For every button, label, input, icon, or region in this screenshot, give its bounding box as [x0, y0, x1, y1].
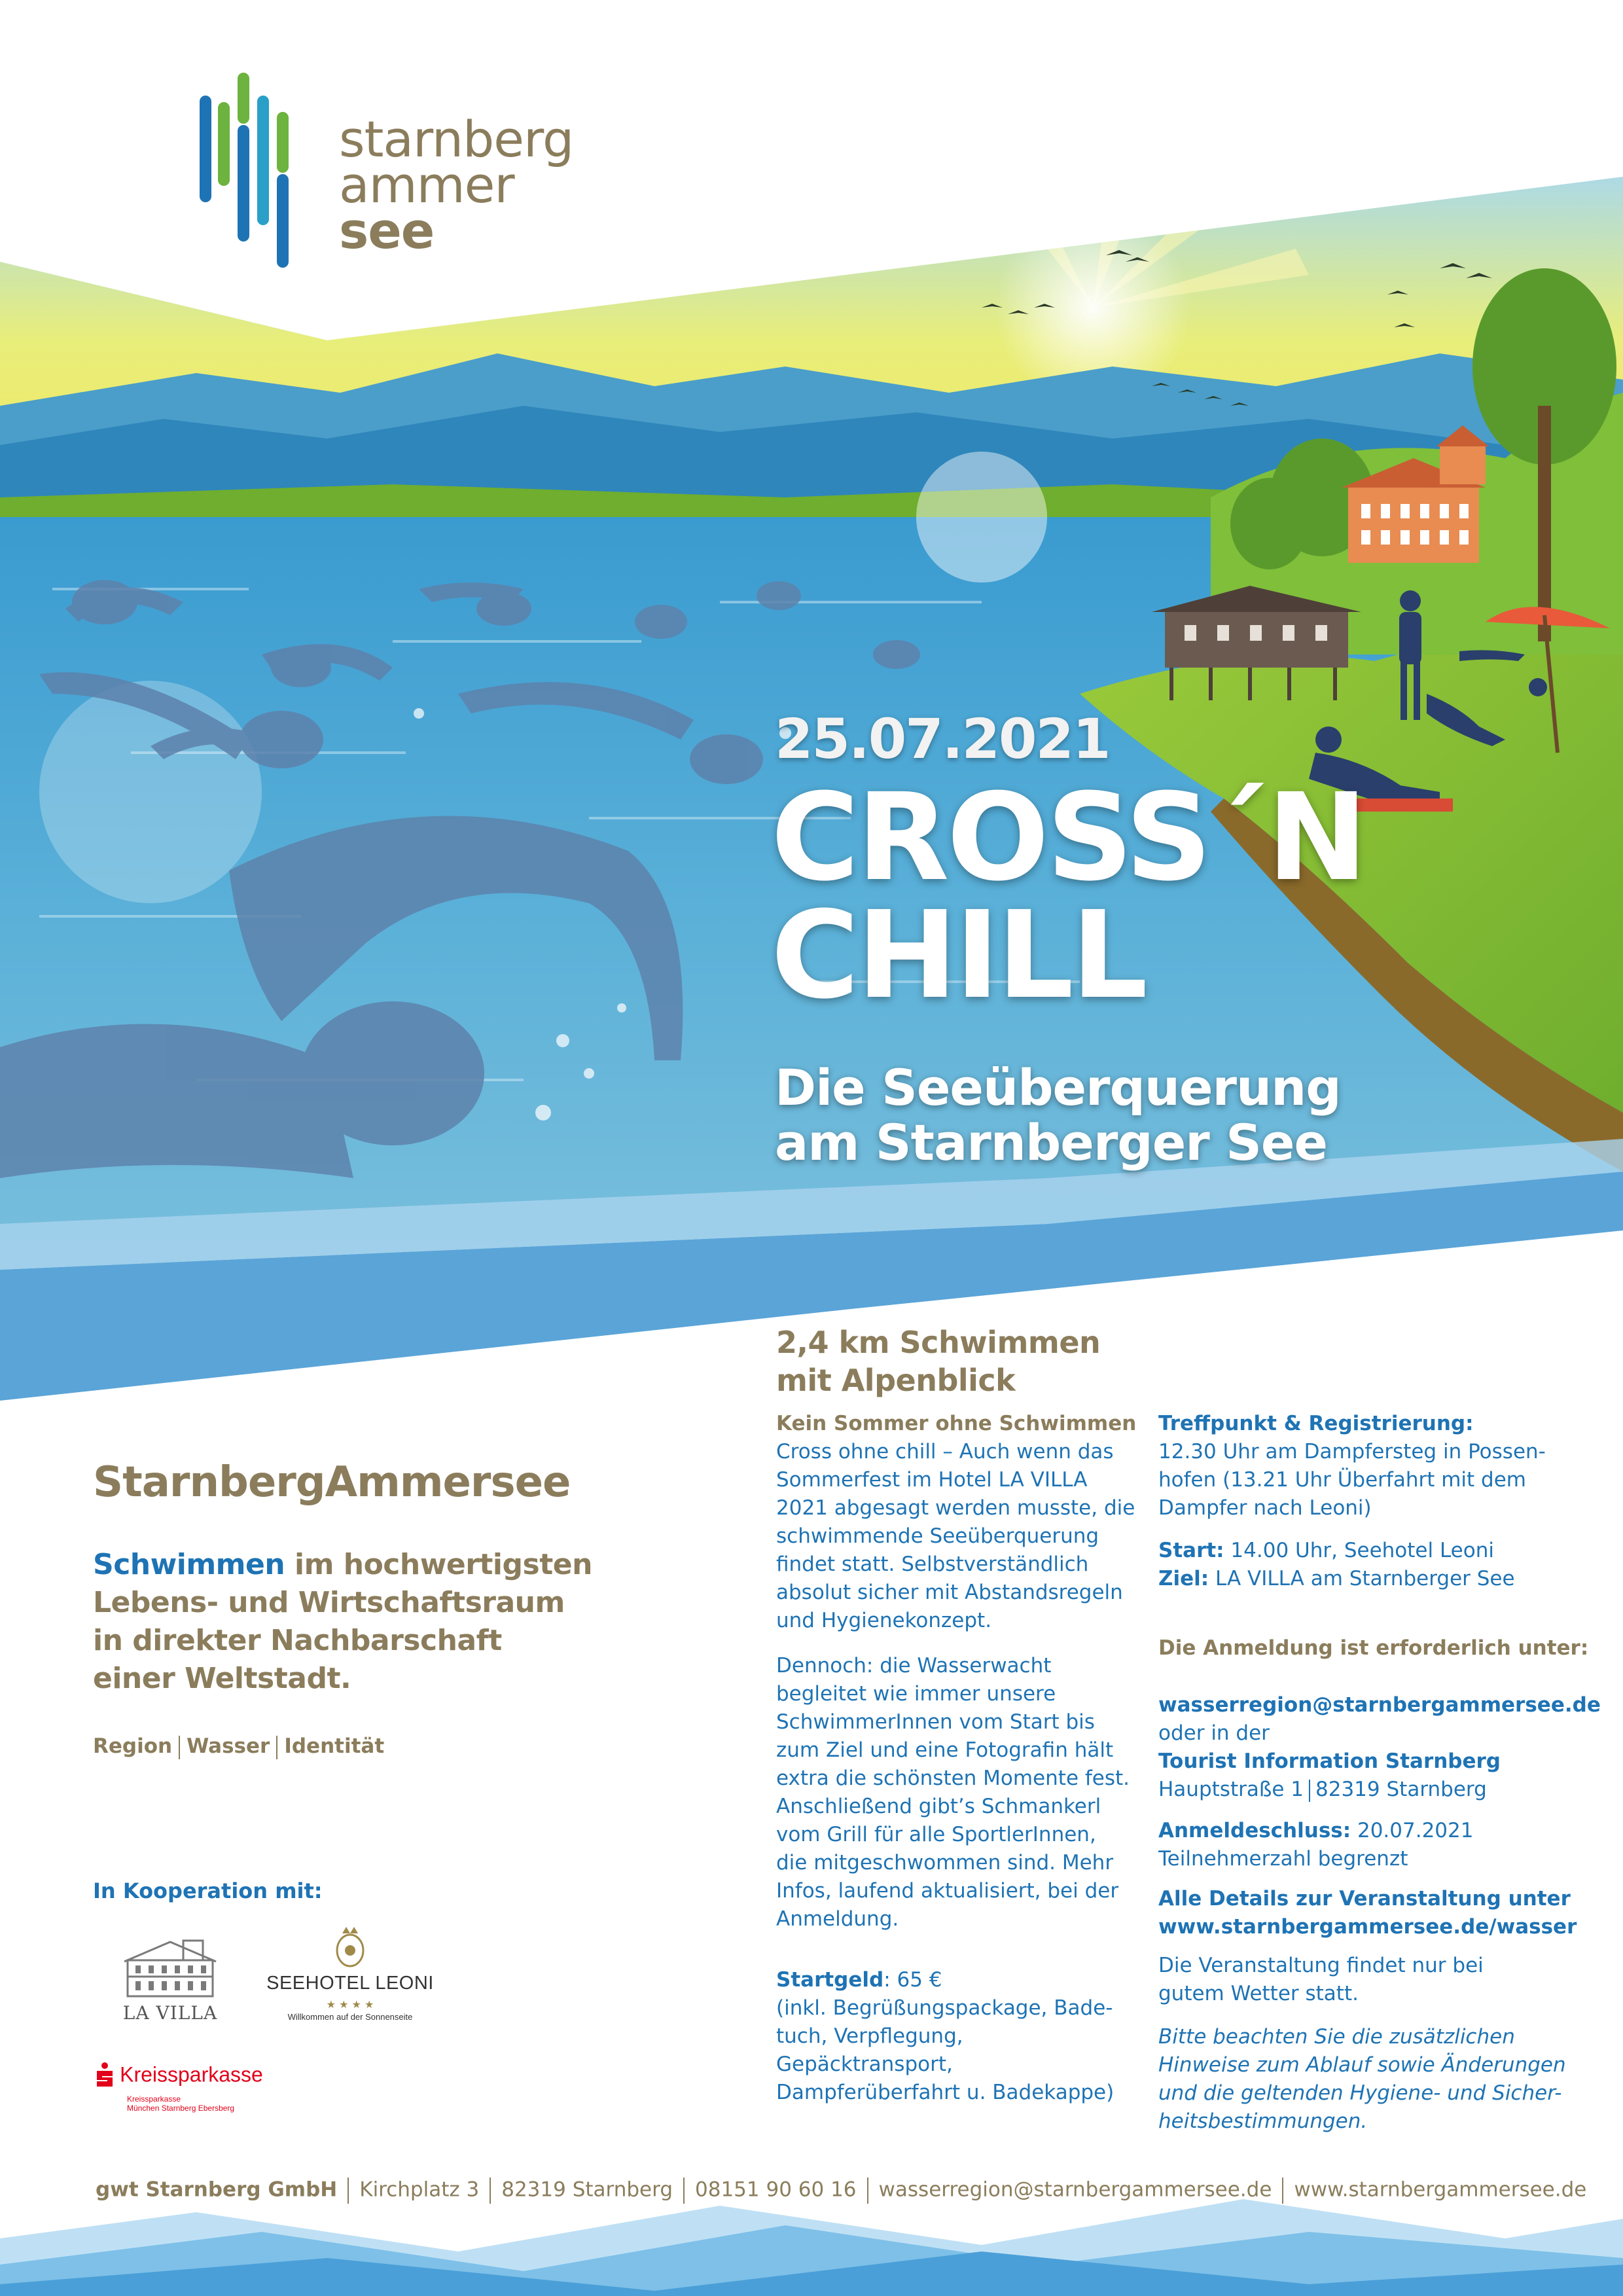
participant-limit: Teilnehmerzahl begrenzt [1158, 1847, 1408, 1871]
keyword-wasser: Wasser [187, 1734, 270, 1758]
footer-street: Kirchplatz 3 [359, 2178, 480, 2202]
sparkasse-sub-1: Kreissparkasse [127, 2094, 181, 2104]
keyword-list [93, 1734, 384, 1759]
footer-company: gwt Starnberg GmbH [96, 2178, 338, 2202]
fee-line: Dampferüberfahrt u. Badekappe) [776, 2081, 1115, 2104]
notice-line: heitsbestimmungen. [1158, 2109, 1368, 2133]
event-subtitle-line-2: am Starnberger See [775, 1113, 1328, 1172]
registration-contact [1158, 1691, 1601, 1804]
seehotel-stars: ★ ★ ★ ★ [326, 1998, 374, 2011]
divider [276, 1736, 277, 1759]
details-link-info [1158, 1885, 1590, 1941]
seehotel-leoni-logo [262, 1924, 438, 2022]
meeting-line: Dampfer nach Leoni) [1158, 1496, 1372, 1520]
event-subtitle-line-1: Die Seeüberquerung [775, 1058, 1341, 1117]
meeting-line: 12.30 Uhr am Dampfersteg in Possen- [1158, 1440, 1546, 1463]
footer-email-link[interactable]: wasserregion@starnbergammersee.de [878, 2178, 1272, 2202]
weather-line: gutem Wetter statt. [1158, 1982, 1359, 2005]
intro-heading: Kein Sommer ohne Schwimmen [776, 1412, 1137, 1435]
starnberg-ammersee-logo [196, 72, 308, 268]
fee-label: Startgeld [776, 1968, 884, 1992]
intro-paragraph [776, 1410, 1143, 1635]
fee-paragraph [776, 1966, 1143, 2107]
finish-label: Ziel: [1158, 1567, 1209, 1590]
lavilla-logo [118, 1934, 223, 2032]
tagline-line-4: einer Weltstadt. [93, 1662, 351, 1695]
footer-web-link[interactable]: www.starnbergammersee.de [1294, 2178, 1587, 2202]
details-line: vom Grill für alle SportlerInnen, [776, 1823, 1096, 1846]
footer-city: 82319 Starnberg [501, 2178, 673, 2202]
divider [179, 1736, 180, 1759]
details-line: begleitet wie immer unsere [776, 1682, 1056, 1706]
villa-building-icon [121, 1934, 219, 2000]
meeting-heading: Treffpunkt & Registrierung: [1158, 1412, 1474, 1435]
finish-value: LA VILLA am Starnberger See [1209, 1567, 1515, 1590]
intro-line: 2021 abgesagt werden musste, die [776, 1496, 1135, 1520]
tourist-office-city: 82319 Starnberg [1315, 1778, 1487, 1801]
details-line: Anmeldung. [776, 1907, 899, 1931]
details-paragraph [776, 1652, 1143, 1933]
brand-tagline [93, 1546, 592, 1698]
details-line: Dennoch: die Wasserwacht [776, 1654, 1052, 1677]
details-line: extra die schönsten Momente fest. [776, 1767, 1130, 1790]
fee-line: tuch, Verpflegung, Gepäcktransport, [776, 2024, 963, 2076]
tagline-rest: im hochwertigsten [285, 1548, 592, 1581]
sparkasse-s-icon [93, 2062, 116, 2088]
logo-line-1: starnberg [339, 110, 574, 168]
deadline-info [1158, 1817, 1590, 1873]
sparkasse-sub-2: München Starnberg Ebersberg [127, 2104, 235, 2113]
logo-line-2: ammer [339, 156, 514, 214]
divider [1309, 1780, 1310, 1802]
weather-line: Die Veranstaltung findet nur bei [1158, 1954, 1484, 1977]
intro-line: Sommerfest im Hotel LA VILLA [776, 1468, 1088, 1492]
tourist-office-name: Tourist Information Starnberg [1158, 1749, 1501, 1773]
kreissparkasse-logo [93, 2062, 302, 2113]
start-value: 14.00 Uhr, Seehotel Leoni [1224, 1539, 1494, 1562]
tagline-line-2: Lebens- und Wirtschaftsraum [93, 1586, 565, 1619]
weather-note [1158, 1952, 1590, 2008]
deadline-value: 20.07.2021 [1351, 1819, 1474, 1842]
swim-heading-line-1: 2,4 km Schwimmen [776, 1325, 1101, 1360]
details-text: Alle Details zur Veranstaltung unter [1158, 1887, 1571, 1910]
event-title-line-1: CROSS´N [771, 768, 1365, 908]
meeting-info [1158, 1410, 1590, 1522]
deadline-label: Anmeldeschluss: [1158, 1819, 1351, 1842]
details-line: Infos, laufend aktualisiert, bei der [776, 1879, 1119, 1903]
details-line: zum Ziel und eine Fotografin hält [776, 1738, 1114, 1762]
keyword-identitaet: Identität [284, 1734, 385, 1758]
fee-value: : 65 € [883, 1968, 942, 1992]
fee-line: (inkl. Begrüßungspackage, Bade- [776, 1996, 1113, 2020]
details-url-link[interactable]: www.starnbergammersee.de/wasser [1158, 1915, 1577, 1939]
seehotel-slogan: Willkommen auf der Sonnenseite [287, 2012, 413, 2022]
intro-line: Cross ohne chill – Auch wenn das [776, 1440, 1114, 1463]
details-line: Anschließend gibt’s Schmankerl [776, 1795, 1101, 1818]
tourist-office-street: Hauptstraße 1 [1158, 1778, 1304, 1801]
crest-icon [330, 1924, 370, 1970]
swim-heading-line-2: mit Alpenblick [776, 1363, 1016, 1398]
registration-note: Die Anmeldung ist erforderlich unter: [1158, 1636, 1589, 1660]
intro-line: absolut sicher mit Abstandsregeln [776, 1581, 1123, 1604]
event-title [771, 768, 1365, 1026]
seehotel-name: SEEHOTEL LEONI [266, 1973, 434, 1994]
event-date: 25.07.2021 [775, 707, 1110, 771]
swim-heading [776, 1323, 1100, 1399]
sparkasse-name: Kreissparkasse [120, 2062, 263, 2087]
meeting-line: hofen (13.21 Uhr Überfahrt mit dem [1158, 1468, 1526, 1492]
start-label: Start: [1158, 1539, 1224, 1562]
cooperation-label: In Kooperation mit: [93, 1878, 323, 1903]
registration-email-link[interactable]: wasserregion@starnbergammersee.de [1158, 1693, 1601, 1717]
or-text: oder in der [1158, 1721, 1270, 1745]
lavilla-name: LA VILLA [122, 2002, 218, 2024]
logo-line-3: see [339, 202, 435, 260]
tagline-line-3: in direkter Nachbarschaft [93, 1624, 502, 1657]
notice-line: Bitte beachten Sie die zusätzlichen [1158, 2025, 1515, 2049]
keyword-region: Region [93, 1734, 173, 1758]
notice-line: Hinweise zum Ablauf sowie Änderungen [1158, 2053, 1566, 2077]
logo-wordmark [339, 110, 574, 260]
intro-line: findet statt. Selbstverständlich [776, 1552, 1089, 1576]
notice-line: und die geltenden Hygiene- und Sicher- [1158, 2081, 1562, 2105]
event-subtitle [775, 1060, 1341, 1170]
start-finish-info [1158, 1537, 1590, 1593]
intro-line: und Hygienekonzept. [776, 1609, 992, 1632]
intro-line: schwimmende Seeüberquerung [776, 1524, 1099, 1548]
details-line: SchwimmerInnen vom Start bis [776, 1710, 1095, 1734]
brand-heading: StarnbergAmmersee [93, 1458, 571, 1507]
details-line: die mitgeschwommen sind. Mehr [776, 1851, 1114, 1874]
footer-phone[interactable]: 08151 90 60 16 [695, 2178, 857, 2202]
hygiene-notice [1158, 2023, 1590, 2136]
tagline-highlight: Schwimmen [93, 1548, 285, 1581]
event-title-line-2: CHILL [771, 886, 1145, 1026]
footer-wave-decoration [0, 2186, 1623, 2296]
